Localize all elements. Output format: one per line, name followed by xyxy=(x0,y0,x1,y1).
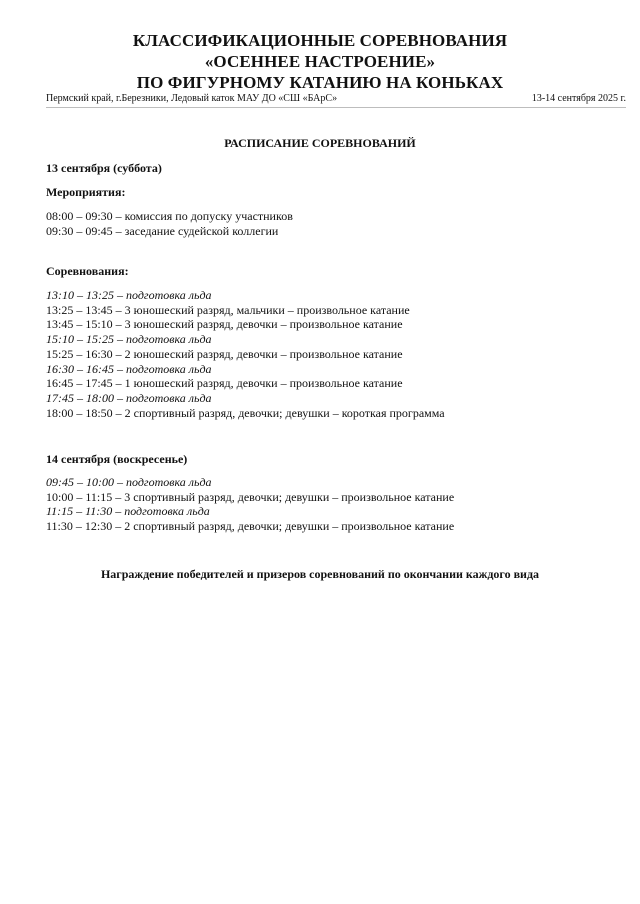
schedule-item: 13:45 – 15:10 – 3 юношеский разряд, девочки – произвольное катание xyxy=(46,317,403,332)
awards-note: Награждение победителей и призеров соревнований по окончании каждого вида xyxy=(100,567,540,581)
venue-text: Пермский край, г.Березники, Ледовый каток МАУ ДО «СШ «БАрС» xyxy=(46,93,338,104)
day1-events-heading: Мероприятия: xyxy=(46,185,126,199)
schedule-item: 18:00 – 18:50 – 2 спортивный разряд, девочки; девушки – короткая программа xyxy=(46,405,445,420)
schedule-item-ice-prep: 11:15 – 11:30 – подготовка льда xyxy=(46,504,210,519)
schedule-item-ice-prep: 15:10 – 15:25 – подготовка льда xyxy=(46,332,212,347)
header-divider xyxy=(46,107,626,108)
event-dates: 13-14 сентября 2025 г. xyxy=(531,93,626,104)
day1-title: 13 сентября (суббота) xyxy=(46,161,162,175)
title-line-2: «ОСЕННЕЕ НАСТРОЕНИЕ» xyxy=(204,52,436,71)
schedule-item: 10:00 – 11:15 – 3 спортивный разряд, девочки; девушки – произвольное катание xyxy=(46,489,455,504)
title-line-1: КЛАССИФИКАЦИОННЫЕ СОРЕВНОВАНИЯ xyxy=(132,31,508,50)
document-title xyxy=(0,30,640,93)
schedule-item: 15:25 – 16:30 – 2 юношеский разряд, девочки – произвольное катание xyxy=(46,346,403,361)
day1-competitions-heading: Соревнования: xyxy=(46,264,129,278)
event-item: 08:00 – 09:30 – комиссия по допуску участников xyxy=(46,209,293,223)
day1-competitions-list xyxy=(46,288,445,420)
title-line-3: ПО ФИГУРНОМУ КАТАНИЮ НА КОНЬКАХ xyxy=(136,73,504,92)
schedule-item: 16:45 – 17:45 – 1 юношеский разряд, девочки – произвольное катание xyxy=(46,376,403,391)
schedule-item-ice-prep: 09:45 – 10:00 – подготовка льда xyxy=(46,475,212,489)
schedule-item-ice-prep: 16:30 – 16:45 – подготовка льда xyxy=(46,361,212,376)
schedule-item: 13:25 – 13:45 – 3 юношеский разряд, мальчики – произвольное катание xyxy=(46,302,410,317)
day2-competitions-list xyxy=(46,475,454,534)
day2-title: 14 сентября (воскресенье) xyxy=(46,452,188,466)
day1-events-list xyxy=(46,209,293,238)
schedule-item: 11:30 – 12:30 – 2 спортивный разряд, девочки; девушки – произвольное катание xyxy=(46,519,455,534)
schedule-item-ice-prep: 13:10 – 13:25 – подготовка льда xyxy=(46,288,212,302)
schedule-heading: РАСПИСАНИЕ СОРЕВНОВАНИЙ xyxy=(224,136,416,150)
event-item: 09:30 – 09:45 – заседание судейской коллегии xyxy=(46,223,279,238)
schedule-item-ice-prep: 17:45 – 18:00 – подготовка льда xyxy=(46,390,212,405)
